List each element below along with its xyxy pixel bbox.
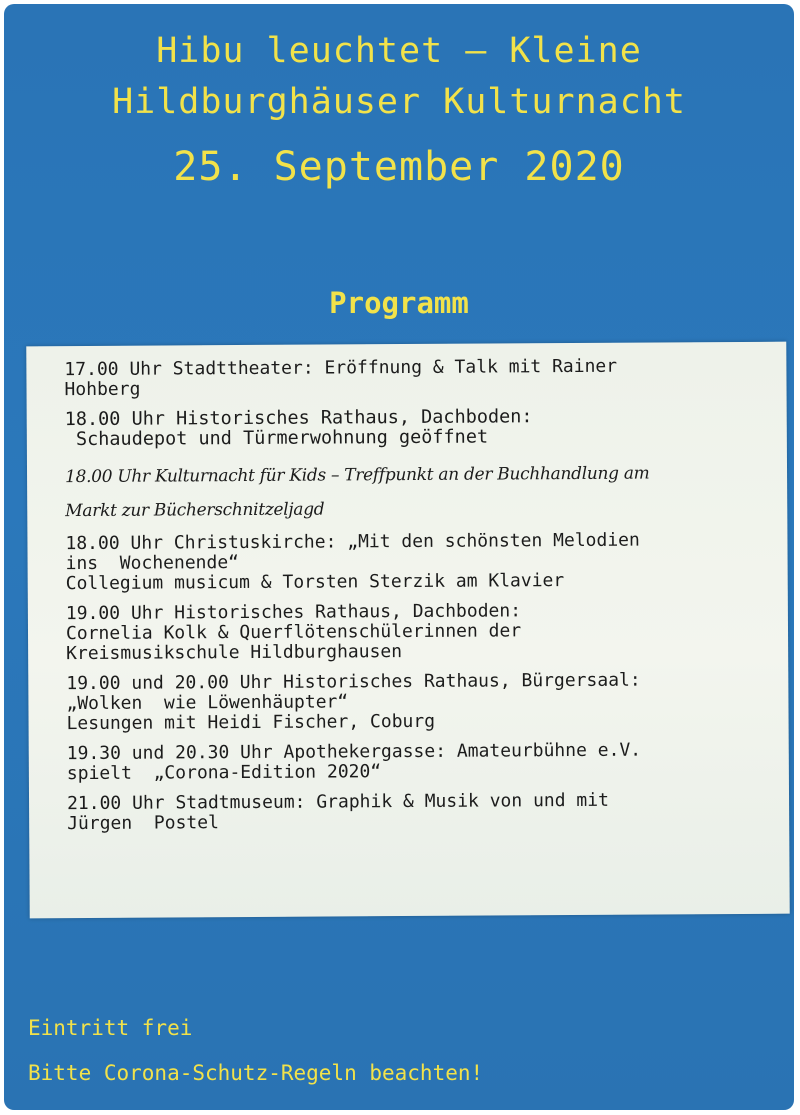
- program-item-line: Markt zur Bücherschnitzeljagd: [65, 499, 325, 522]
- program-item: [67, 790, 772, 834]
- admission-note: Eintritt frei: [28, 1016, 193, 1040]
- program-item: [64, 356, 769, 400]
- title-line-1: Hibu leuchtet – Kleine: [156, 31, 642, 71]
- title-line-2: Hildburghäuser Kulturnacht: [112, 82, 686, 122]
- program-item-line: 19.30 und 20.30 Uhr Apothekergasse: Amateurbühne e.V.: [66, 739, 642, 765]
- program-item: [67, 740, 772, 784]
- program-item-line: 18.00 Uhr Historisches Rathaus, Dachboden:: [64, 406, 533, 431]
- program-item-line: Schaudepot und Türmerwohnung geöffnet: [64, 426, 489, 451]
- program-item: [65, 530, 770, 594]
- program-list: [64, 356, 772, 844]
- program-item-line: 18.00 Uhr Christuskirche: „Mit den schönsten Melodien: [65, 529, 640, 555]
- program-item-line: 18.00 Uhr Kulturnacht für Kids – Treffpunkt an der Buchhandlung am: [64, 463, 650, 488]
- poster: [4, 4, 794, 1110]
- corona-note: Bitte Corona-Schutz-Regeln beachten!: [28, 1061, 484, 1085]
- program-item-line: ins Wochenende“: [65, 552, 240, 575]
- program-item-kids: [65, 456, 770, 528]
- program-item-line: 17.00 Uhr Stadttheater: Eröffnung & Talk mit Rainer: [64, 355, 618, 381]
- program-item-line: Lesungen mit Heidi Fischer, Coburg: [66, 710, 436, 735]
- program-item-line: 19.00 und 20.00 Uhr Historisches Rathaus, Bürgersaal:: [66, 669, 641, 695]
- program-item-line: Jürgen Postel: [67, 812, 219, 835]
- program-item-line: Collegium musicum & Torsten Sterzik am Klavier: [65, 570, 565, 595]
- program-item-line: Kreismusikschule Hildburghausen: [66, 641, 403, 665]
- program-item-line: spielt „Corona-Edition 2020“: [66, 761, 382, 785]
- program-item: [66, 670, 771, 734]
- event-date: 25. September 2020: [173, 144, 625, 190]
- program-panel: [26, 342, 789, 919]
- program-item-line: Cornelia Kolk & Querflötenschülerinnen der: [65, 620, 522, 645]
- program-item: [66, 600, 771, 664]
- program-item-line: 21.00 Uhr Stadtmuseum: Graphik & Musik von und mit: [66, 789, 609, 815]
- program-item-line: Hohberg: [64, 378, 141, 401]
- program-item-line: „Wolken wie Löwenhäupter“: [66, 691, 349, 715]
- program-item-line: 19.00 Uhr Historisches Rathaus, Dachboden:: [65, 600, 522, 625]
- program-item: [65, 406, 770, 450]
- section-title: Programm: [329, 286, 469, 320]
